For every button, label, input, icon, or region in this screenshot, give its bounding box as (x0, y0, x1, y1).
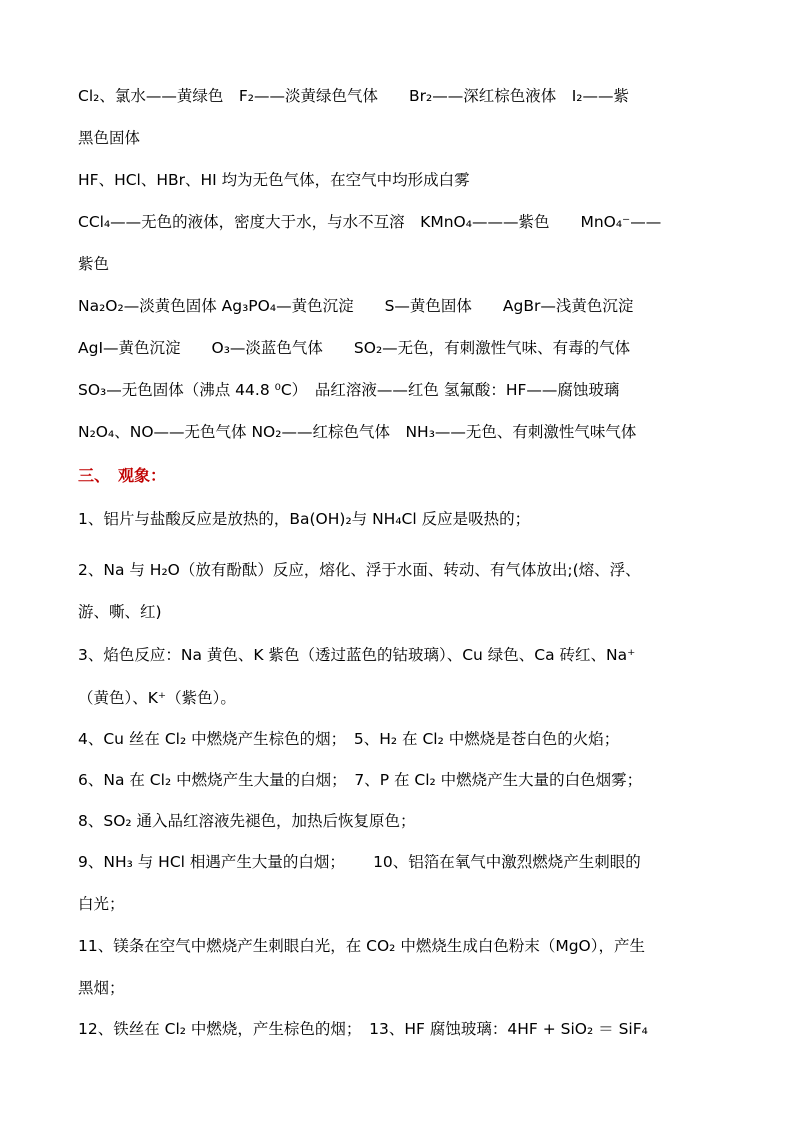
text-line: SO₃—无色固体（沸点 44.8 ⁰C） 品红溶液——红色 氢氟酸：HF——腐蚀玻璃 (78, 381, 620, 399)
text-line: 游、嘶、红) (78, 603, 162, 621)
text-line: （黄色）、K⁺（紫色）。 (78, 689, 236, 707)
text-line: Cl₂、氯水——黄绿色 F₂——淡黄绿色气体 Br₂——深红棕色液体 I₂——紫 (78, 87, 629, 105)
text-line: CCl₄——无色的液体，密度大于水，与水不互溶 KMnO₄———紫色 MnO₄⁻—— (78, 213, 662, 231)
text-line: 3、焰色反应：Na 黄色、K 紫色（透过蓝色的钴玻璃）、Cu 绿色、Ca 砖红、Na⁺ (78, 646, 636, 664)
text-line: 白光； (78, 895, 125, 913)
text-line: 紫色 (78, 255, 110, 273)
text-line: 9、NH₃ 与 HCl 相遇产生大量的白烟； 10、铝箔在氧气中激烈燃烧产生刺眼的 (78, 853, 641, 871)
text-line: 黑烟； (78, 979, 125, 997)
text-line: Na₂O₂—淡黄色固体 Ag₃PO₄—黄色沉淀 S—黄色固体 AgBr—浅黄色沉淀 (78, 297, 634, 315)
text-line: N₂O₄、NO——无色气体 NO₂——红棕色气体 NH₃——无色、有刺激性气味气体 (78, 423, 637, 441)
section-heading: 三、 观象： (78, 466, 167, 485)
text-line: 4、Cu 丝在 Cl₂ 中燃烧产生棕色的烟； 5、H₂ 在 Cl₂ 中燃烧是苍白色的火焰； (78, 730, 620, 748)
text-line: 12、铁丝在 Cl₂ 中燃烧，产生棕色的烟； 13、HF 腐蚀玻璃：4HF + SiO₂ ＝ SiF₄ (78, 1020, 648, 1038)
text-line: 6、Na 在 Cl₂ 中燃烧产生大量的白烟； 7、P 在 Cl₂ 中燃烧产生大量的白色烟雾； (78, 771, 643, 789)
text-line: AgI—黄色沉淀 O₃—淡蓝色气体 SO₂—无色，有刺激性气味、有毒的气体 (78, 339, 631, 357)
text-line: 8、SO₂ 通入品红溶液先褪色，加热后恢复原色； (78, 812, 416, 830)
text-line: 1、铝片与盐酸反应是放热的，Ba(OH)₂与 NH₄Cl 反应是吸热的； (78, 510, 531, 528)
text-line: HF、HCl、HBr、HI 均为无色气体，在空气中均形成白雾 (78, 171, 470, 189)
text-line: 2、Na 与 H₂O（放有酚酞）反应，熔化、浮于水面、转动、有气体放出;(熔、浮、 (78, 561, 641, 579)
text-line: 黑色固体 (78, 129, 141, 147)
text-line: 11、镁条在空气中燃烧产生刺眼白光，在 CO₂ 中燃烧生成白色粉末（MgO），产生 (78, 937, 645, 955)
